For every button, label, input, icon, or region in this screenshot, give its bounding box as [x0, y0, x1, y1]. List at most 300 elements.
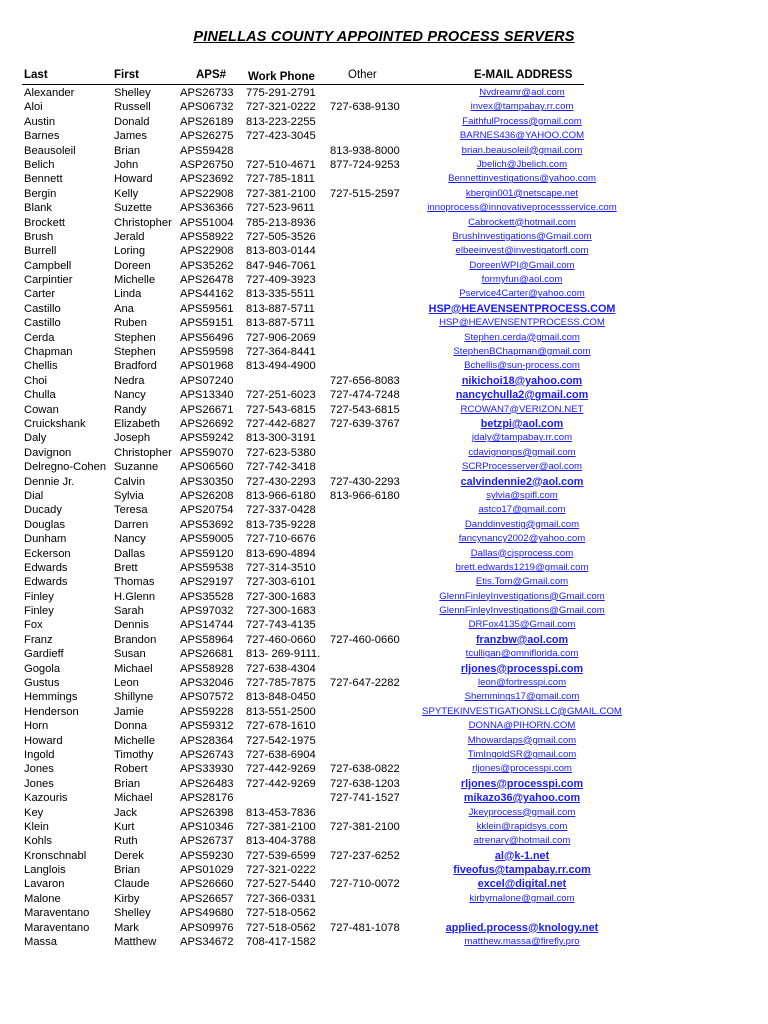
first-name-cell: Russell: [114, 101, 151, 114]
first-name-cell: Michael: [114, 792, 153, 805]
table-row: [0, 719, 768, 733]
last-name-cell: Kronschnabl: [24, 849, 87, 862]
last-name-cell: Cowan: [24, 403, 59, 416]
header-work-phone: Work Phone: [248, 71, 315, 83]
table-row: [0, 345, 768, 359]
last-name-cell: Jones: [24, 777, 54, 790]
work-phone-cell: 727-381-2100: [246, 187, 316, 200]
first-name-cell: Jamie: [114, 705, 144, 718]
aps-number-cell: APS35528: [180, 590, 234, 603]
work-phone-cell: 727-381-2100: [246, 820, 316, 833]
email-link[interactable]: Shemmings17@gmail.com: [464, 691, 580, 703]
work-phone-cell: 727-539-6599: [246, 849, 316, 862]
last-name-cell: Beausoleil: [24, 144, 76, 157]
other-phone-cell: 727-638-9130: [330, 101, 400, 114]
table-row: [0, 561, 768, 575]
aps-number-cell: APS32046: [180, 677, 234, 690]
other-phone-cell: 727-647-2282: [330, 677, 400, 690]
aps-number-cell: APS07240: [180, 374, 234, 387]
email-link[interactable]: Mhowardaps@gmail.com: [467, 734, 577, 746]
aps-number-cell: APS59120: [180, 547, 234, 560]
first-name-cell: Howard: [114, 173, 153, 186]
email-link[interactable]: DoreenWPI@Gmail.com: [469, 259, 575, 271]
header-email: E-MAIL ADDRESS: [474, 69, 573, 81]
work-phone-cell: 727-430-2293: [246, 475, 316, 488]
work-phone-cell: 813-848-0450: [246, 691, 316, 704]
table-row: [0, 216, 768, 230]
work-phone-cell: 727-251-6023: [246, 389, 316, 402]
email-link[interactable]: nikichoi18@yahoo.com: [461, 374, 583, 387]
aps-number-cell: APS56496: [180, 331, 234, 344]
header-last: Last: [24, 69, 48, 81]
first-name-cell: Robert: [114, 763, 148, 776]
last-name-cell: Eckerson: [24, 547, 71, 560]
email-link[interactable]: sylvia@spifl.com: [486, 489, 558, 501]
email-link[interactable]: nancychulla2@gmail.com: [455, 389, 589, 402]
email-link[interactable]: TimIngoldSR@gmail.com: [467, 748, 577, 760]
header-aps: APS#: [196, 69, 227, 81]
aps-number-cell: APS58928: [180, 662, 234, 675]
table-row: [0, 273, 768, 287]
work-phone-cell: 785-213-8936: [246, 216, 316, 229]
first-name-cell: Nedra: [114, 374, 145, 387]
other-phone-cell: 727-515-2597: [330, 187, 400, 200]
work-phone-cell: 813-887-5711: [246, 302, 315, 315]
email-link[interactable]: Nvdreamr@aol.com: [479, 87, 565, 98]
email-link[interactable]: GlennFinleyInvestigations@Gmail.com: [439, 590, 605, 602]
email-link[interactable]: invex@tampabay.rr.com: [470, 101, 574, 113]
aps-number-cell: APS26189: [180, 115, 234, 128]
work-phone-cell: 727-300-1683: [246, 590, 316, 603]
first-name-cell: Ana: [114, 302, 134, 315]
table-row: [0, 446, 768, 460]
table-row: [0, 590, 768, 604]
first-name-cell: Suzette: [114, 202, 152, 215]
email-link[interactable]: Jkeyprocess@gmail.com: [468, 806, 576, 818]
table-row: [0, 806, 768, 820]
email-link[interactable]: al@k-1.net: [494, 849, 550, 862]
email-link[interactable]: jdaly@tampabay.rr.com: [471, 432, 573, 444]
first-name-cell: Derek: [114, 849, 144, 862]
email-link[interactable]: brett.edwards1219@gmail.com: [455, 561, 589, 573]
first-name-cell: Joseph: [114, 432, 151, 445]
first-name-cell: Michelle: [114, 734, 156, 747]
table-row: [0, 633, 768, 647]
email-link[interactable]: Cabrockett@hotmail.com: [468, 216, 576, 228]
email-link[interactable]: Bennettinvestigations@yahoo.com: [448, 173, 596, 185]
last-name-cell: Aloi: [24, 101, 43, 114]
table-row: [0, 86, 768, 100]
last-name-cell: Cruickshank: [24, 417, 86, 430]
work-phone-cell: 727-906-2069: [246, 331, 316, 344]
email-link[interactable]: mikazo36@yahoo.com: [463, 792, 581, 805]
last-name-cell: Hemmings: [24, 691, 78, 704]
email-link[interactable]: excel@digital.net: [477, 878, 567, 891]
aps-number-cell: ASP26750: [180, 158, 234, 171]
last-name-cell: Henderson: [24, 705, 79, 718]
email-link[interactable]: tculligan@omniflorida.com: [465, 648, 579, 660]
email-link[interactable]: franzbw@aol.com: [475, 633, 569, 646]
last-name-cell: Key: [24, 806, 44, 819]
table-row: [0, 921, 768, 935]
last-name-cell: Klein: [24, 820, 49, 833]
work-phone-cell: 727-785-7875: [246, 677, 316, 690]
work-phone-cell: 813-223-2255: [246, 115, 316, 128]
aps-number-cell: APS33930: [180, 763, 234, 776]
table-row: [0, 676, 768, 690]
header-first: First: [114, 69, 139, 81]
email-link[interactable]: astco17@gmail.com: [478, 504, 566, 516]
email-link[interactable]: kklein@rapidsys.com: [476, 820, 568, 832]
first-name-cell: Donald: [114, 115, 150, 128]
table-row: [0, 604, 768, 618]
email-link[interactable]: applied.process@knology.net: [445, 921, 599, 934]
last-name-cell: Massa: [24, 936, 57, 949]
work-phone-cell: 727-409-3923: [246, 274, 316, 287]
aps-number-cell: APS59538: [180, 561, 234, 574]
header-other: Other: [348, 69, 377, 81]
last-name-cell: Fox: [24, 619, 43, 632]
email-link[interactable]: Dallas@cjsprocess.com: [470, 547, 574, 559]
last-name-cell: Chulla: [24, 389, 56, 402]
aps-number-cell: APS07572: [180, 691, 234, 704]
aps-number-cell: APS30350: [180, 475, 234, 488]
last-name-cell: Lavaron: [24, 878, 65, 891]
last-name-cell: Malone: [24, 892, 61, 905]
first-name-cell: Kurt: [114, 820, 135, 833]
last-name-cell: Maraventano: [24, 907, 90, 920]
work-phone-cell: 727-442-9269: [246, 777, 316, 790]
last-name-cell: Blank: [24, 202, 52, 215]
first-name-cell: Teresa: [114, 504, 148, 517]
table-row: [0, 460, 768, 474]
aps-number-cell: APS26478: [180, 274, 234, 287]
email-link[interactable]: formyfun@aol.com: [481, 274, 563, 286]
table-row: [0, 417, 768, 431]
email-link[interactable]: cdavignonps@gmail.com: [468, 446, 576, 458]
email-link[interactable]: fiveofus@tampabay.rr.com: [453, 864, 591, 877]
aps-number-cell: APS06560: [180, 461, 234, 474]
last-name-cell: Howard: [24, 734, 63, 747]
work-phone-cell: 727-510-4671: [246, 158, 316, 171]
other-phone-cell: 727-710-0072: [330, 878, 400, 891]
work-phone-cell: 727-300-1683: [246, 605, 316, 618]
aps-number-cell: APS28176: [180, 792, 234, 805]
last-name-cell: Ducady: [24, 504, 62, 517]
aps-number-cell: APS09976: [180, 921, 234, 934]
table-row: [0, 144, 768, 158]
email-link[interactable]: matthew.massa@firefly.pro: [464, 936, 580, 948]
last-name-cell: Gardieff: [24, 648, 64, 661]
last-name-cell: Burrell: [24, 245, 57, 258]
first-name-cell: Claude: [114, 878, 150, 891]
last-name-cell: Franz: [24, 633, 53, 646]
email-link[interactable]: HSP@HEAVENSENTPROCESS.COM: [428, 302, 616, 315]
email-link[interactable]: RCOWAN7@VERIZON.NET: [460, 403, 584, 415]
first-name-cell: James: [114, 130, 147, 143]
last-name-cell: Belich: [24, 158, 55, 171]
last-name-cell: Choi: [24, 374, 48, 387]
table-header: [0, 69, 768, 85]
first-name-cell: Brian: [114, 864, 141, 877]
aps-number-cell: APS26208: [180, 489, 234, 502]
work-phone-cell: 813-735-9228: [246, 518, 316, 531]
table-row: [0, 475, 768, 489]
email-link[interactable]: rljones@processpi.com: [460, 662, 584, 675]
aps-number-cell: APS13340: [180, 389, 234, 402]
aps-number-cell: APS26743: [180, 748, 234, 761]
aps-number-cell: APS58922: [180, 230, 234, 243]
email-link[interactable]: Jbelich@Jbelich.com: [476, 158, 568, 170]
email-link[interactable]: HSP@HEAVENSENTPROCESS.COM: [439, 317, 605, 329]
work-phone-cell: 727-638-4304: [246, 662, 316, 675]
first-name-cell: Michelle: [114, 274, 156, 287]
aps-number-cell: APS59228: [180, 705, 234, 718]
aps-number-cell: APS97032: [180, 605, 234, 618]
last-name-cell: Barnes: [24, 130, 60, 143]
email-link[interactable]: StephenBChapman@gmail.com: [453, 346, 591, 358]
first-name-cell: Brandon: [114, 633, 157, 646]
work-phone-cell: 813-803-0144: [246, 245, 316, 258]
first-name-cell: Shelley: [114, 907, 151, 920]
first-name-cell: Susan: [114, 648, 146, 661]
work-phone-cell: 813-494-4900: [246, 360, 316, 373]
first-name-cell: Jack: [114, 806, 138, 819]
first-name-cell: Dennis: [114, 619, 149, 632]
first-name-cell: Jerald: [114, 230, 145, 243]
table-row: [0, 187, 768, 201]
first-name-cell: Calvin: [114, 475, 146, 488]
email-link[interactable]: BrushInvestigations@Gmail.com: [452, 230, 592, 242]
work-phone-cell: 727-364-8441: [246, 346, 316, 359]
email-link[interactable]: betzpi@aol.com: [480, 417, 564, 430]
work-phone-cell: 813-690-4894: [246, 547, 316, 560]
first-name-cell: Kelly: [114, 187, 139, 200]
email-link[interactable]: DONNA@PIHORN.COM: [468, 720, 576, 732]
table-row: [0, 748, 768, 762]
last-name-cell: Maraventano: [24, 921, 90, 934]
work-phone-cell: 727-518-0562: [246, 921, 316, 934]
first-name-cell: Nancy: [114, 533, 146, 546]
aps-number-cell: APS26657: [180, 892, 234, 905]
aps-number-cell: APS49680: [180, 907, 234, 920]
last-name-cell: Austin: [24, 115, 56, 128]
last-name-cell: Edwards: [24, 561, 68, 574]
aps-number-cell: APS26275: [180, 130, 234, 143]
table-row: [0, 820, 768, 834]
aps-number-cell: APS10346: [180, 820, 234, 833]
first-name-cell: Brett: [114, 561, 138, 574]
first-name-cell: Timothy: [114, 748, 154, 761]
table-row: [0, 547, 768, 561]
table-row: [0, 532, 768, 546]
other-phone-cell: 727-656-8083: [330, 374, 400, 387]
last-name-cell: Horn: [24, 720, 49, 733]
first-name-cell: Christopher: [114, 446, 172, 459]
last-name-cell: Delregno-Cohen: [24, 461, 107, 474]
table-row: [0, 906, 768, 920]
table-row: [0, 230, 768, 244]
email-link[interactable]: leon@fortresspi.com: [477, 677, 567, 689]
aps-number-cell: APS26681: [180, 648, 234, 661]
email-link[interactable]: fancynancy2002@yahoo.com: [458, 533, 586, 545]
work-phone-cell: 727-710-6676: [246, 533, 316, 546]
last-name-cell: Douglas: [24, 518, 66, 531]
aps-number-cell: APS14744: [180, 619, 234, 632]
email-link[interactable]: kbergin001@netscape.net: [465, 187, 579, 199]
table-row: [0, 100, 768, 114]
table-row: [0, 690, 768, 704]
email-link[interactable]: Pservice4Carter@yahoo.com: [459, 288, 585, 300]
work-phone-cell: 727-303-6101: [246, 576, 316, 589]
first-name-cell: Dallas: [114, 547, 146, 560]
work-phone-cell: 813-300-3191: [246, 432, 316, 445]
table-row: [0, 791, 768, 805]
aps-number-cell: APS29197: [180, 576, 234, 589]
other-phone-cell: 813-938-8000: [330, 144, 400, 157]
email-link[interactable]: FaithfulProcess@gmail.com: [462, 115, 582, 127]
aps-number-cell: APS26398: [180, 806, 234, 819]
last-name-cell: Castillo: [24, 317, 61, 330]
email-link[interactable]: kirbymalone@gmail.com: [469, 892, 575, 904]
table-row: [0, 834, 768, 848]
last-name-cell: Chapman: [24, 346, 73, 359]
last-name-cell: Cerda: [24, 331, 55, 344]
aps-number-cell: APS23692: [180, 173, 234, 186]
email-link[interactable]: DRFox4135@Gmail.com: [468, 619, 576, 631]
table-row: [0, 431, 768, 445]
aps-number-cell: APS59561: [180, 302, 234, 315]
table-row: [0, 705, 768, 719]
last-name-cell: Bennett: [24, 173, 63, 186]
last-name-cell: Dial: [24, 489, 44, 502]
aps-number-cell: APS26692: [180, 417, 234, 430]
email-link[interactable]: Etis.Tom@Gmail.com: [475, 576, 569, 588]
work-phone-cell: 727-337-0428: [246, 504, 316, 517]
table-row: [0, 259, 768, 273]
table-row: [0, 115, 768, 129]
table-row: [0, 359, 768, 373]
table-row: [0, 935, 768, 949]
email-link[interactable]: Stephen.cerda@gmail.com: [464, 331, 580, 343]
first-name-cell: Loring: [114, 245, 146, 258]
aps-number-cell: APS59151: [180, 317, 234, 330]
first-name-cell: John: [114, 158, 139, 171]
first-name-cell: Elizabeth: [114, 417, 161, 430]
last-name-cell: Daly: [24, 432, 47, 445]
table-row: [0, 734, 768, 748]
first-name-cell: Brian: [114, 144, 141, 157]
work-phone-cell: 727-366-0331: [246, 892, 316, 905]
table-row: [0, 877, 768, 891]
table-row: [0, 244, 768, 258]
aps-number-cell: APS44162: [180, 288, 234, 301]
aps-number-cell: APS34672: [180, 936, 234, 949]
header-underline: [22, 84, 584, 85]
aps-number-cell: APS59598: [180, 346, 234, 359]
first-name-cell: Shelley: [114, 87, 151, 99]
last-name-cell: Alexander: [24, 87, 75, 99]
last-name-cell: Finley: [24, 605, 54, 618]
last-name-cell: Campbell: [24, 259, 72, 272]
work-phone-cell: 727-542-1975: [246, 734, 316, 747]
email-link[interactable]: brian.beausoleil@gmail.com: [461, 144, 583, 156]
first-name-cell: Bradford: [114, 360, 157, 373]
email-link[interactable]: SPYTEKINVESTIGATIONSLLC@GMAIL.COM: [422, 705, 622, 717]
first-name-cell: Christopher: [114, 216, 172, 229]
aps-number-cell: APS26660: [180, 878, 234, 891]
last-name-cell: Dunham: [24, 533, 67, 546]
work-phone-cell: 727-518-0562: [246, 907, 316, 920]
table-row: [0, 302, 768, 316]
work-phone-cell: 813-966-6180: [246, 489, 316, 502]
work-phone-cell: 727-314-3510: [246, 561, 316, 574]
first-name-cell: Mark: [114, 921, 139, 934]
aps-number-cell: APS26737: [180, 835, 234, 848]
other-phone-cell: 727-543-6815: [330, 403, 400, 416]
work-phone-cell: 813- 269-9111.: [246, 648, 321, 661]
other-phone-cell: 727-237-6252: [330, 849, 400, 862]
email-link[interactable]: GlennFinleyInvestigations@Gmail.com: [439, 605, 605, 617]
email-link[interactable]: innoprocess@innovativeprocessservice.com: [427, 202, 617, 214]
email-link[interactable]: SCRProcesserver@aol.com: [461, 461, 583, 473]
table-row: [0, 662, 768, 676]
last-name-cell: Bergin: [24, 187, 57, 200]
last-name-cell: Langlois: [24, 864, 66, 877]
table-row: [0, 388, 768, 402]
table-row: [0, 647, 768, 661]
other-phone-cell: 727-741-1527: [330, 792, 400, 805]
table-row: [0, 518, 768, 532]
work-phone-cell: 813-404-3788: [246, 835, 316, 848]
aps-number-cell: APS53692: [180, 518, 234, 531]
first-name-cell: Sarah: [114, 605, 144, 618]
email-link[interactable]: Danddinvestig@gmail.com: [464, 518, 580, 530]
work-phone-cell: 727-638-6904: [246, 748, 316, 761]
email-link[interactable]: BARNES436@YAHOO.COM: [459, 130, 585, 142]
email-link[interactable]: rljones@processpi.com: [460, 777, 584, 790]
last-name-cell: Kohls: [24, 835, 52, 848]
first-name-cell: Shillyne: [114, 691, 154, 704]
work-phone-cell: 813-453-7836: [246, 806, 316, 819]
first-name-cell: Randy: [114, 403, 147, 416]
email-link[interactable]: elbeeinvest@investigatorfl.com: [455, 245, 589, 257]
table-row: [0, 503, 768, 517]
first-name-cell: Matthew: [114, 936, 157, 949]
email-link[interactable]: Bchellis@sun-process.com: [464, 360, 580, 372]
aps-number-cell: APS59070: [180, 446, 234, 459]
email-link[interactable]: atrenary@hotmail.com: [473, 835, 571, 847]
table-row: [0, 762, 768, 776]
email-link[interactable]: calvindennie2@aol.com: [460, 475, 584, 488]
work-phone-cell: 727-742-3418: [246, 461, 316, 474]
last-name-cell: Chellis: [24, 360, 58, 373]
first-name-cell: Stephen: [114, 346, 156, 359]
table-row: [0, 287, 768, 301]
table-row: [0, 316, 768, 330]
other-phone-cell: 727-430-2293: [330, 475, 400, 488]
work-phone-cell: 813-551-2500: [246, 705, 316, 718]
last-name-cell: Davignon: [24, 446, 72, 459]
first-name-cell: Sylvia: [114, 489, 144, 502]
aps-number-cell: APS20754: [180, 504, 234, 517]
first-name-cell: Leon: [114, 677, 139, 690]
work-phone-cell: 727-527-5440: [246, 878, 316, 891]
work-phone-cell: 847-946-7061: [246, 259, 316, 272]
first-name-cell: Nancy: [114, 389, 146, 402]
first-name-cell: Suzanne: [114, 461, 159, 474]
email-link[interactable]: rljones@processpi.com: [472, 763, 572, 775]
